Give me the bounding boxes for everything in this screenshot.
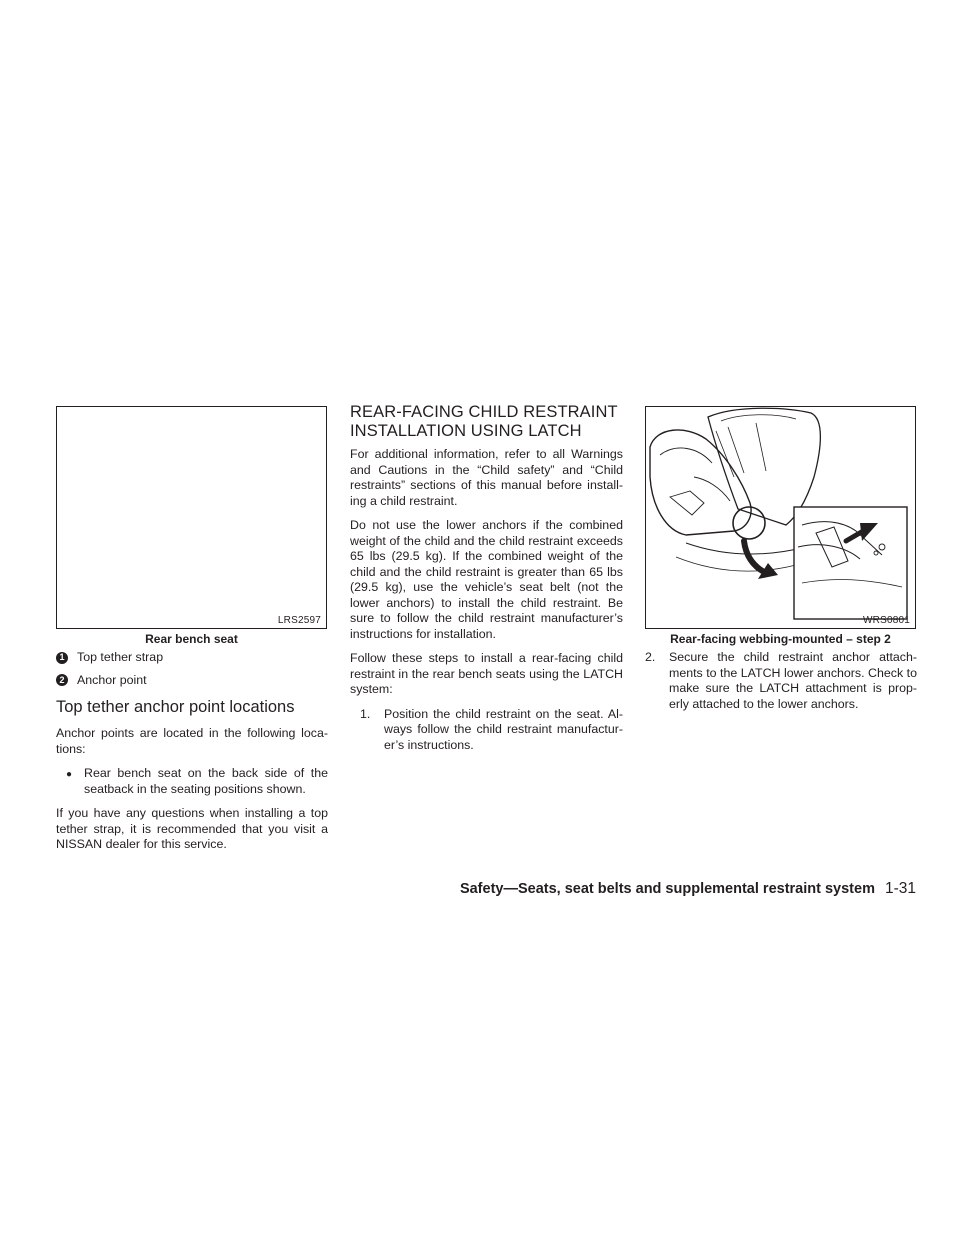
intro-paragraph: Anchor points are located in the following loca-tions: — [56, 726, 328, 756]
middle-column — [350, 403, 623, 762]
chapter-title: Safety—Seats, seat belts and supplemental restraint system — [459, 881, 875, 897]
figure-caption: Rear-facing webbing-mounted – step 2 — [670, 632, 891, 646]
detail-inset-box — [794, 507, 907, 619]
paragraph: Do not use the lower anchors if the combined weight of the child and the child restraint exceeds 65 lbs (29.5 kg). If the combined weight of the child and the child restraint is greater than 65 lbs (29.5 kg), use the vehicle’s seat belt (not the lower anchors) to install the child restraint. Be sure to follow the child restraint manufacturer’s instructions for installation. — [350, 518, 623, 641]
seat-stitch-line — [756, 423, 766, 471]
page-number: 1-31 — [884, 880, 916, 897]
page-footer — [460, 880, 916, 898]
detail-circle — [733, 507, 765, 539]
figure-caption: Rear bench seat — [145, 632, 238, 646]
legend-label: Top tether strap — [77, 650, 164, 664]
step-item — [350, 707, 623, 754]
step-text: Secure the child restraint anchor attach-ments to the LATCH lower anchors. Check to make sure the LATCH attachment is prop-erly attached to the lower anchors. — [669, 650, 917, 711]
section-title: Top tether anchor point locations — [56, 698, 295, 716]
paragraph: For additional information, refer to all Warnings and Cautions in the “Child safety” and “Child restraints” sections of this manual before install-ing a child restraint. — [350, 447, 623, 508]
step-number: 2. — [645, 650, 656, 664]
legend-item — [56, 650, 328, 666]
circled-number-1-icon: 1 — [56, 652, 68, 664]
circled-number-2-icon: 2 — [56, 674, 68, 686]
rear-facing-webbing-figure — [645, 406, 916, 629]
section-heading — [350, 403, 623, 441]
bullet-icon: ● — [66, 769, 73, 780]
heading-line: REAR-FACING CHILD RESTRAINT — [350, 403, 618, 421]
curved-arrow-icon — [744, 541, 766, 573]
child-seat-shell — [650, 430, 751, 535]
left-column — [56, 650, 328, 862]
figure-code: WRS0801 — [863, 615, 910, 626]
bullet-text: Rear bench seat on the back side of the seatback in the seating positions shown. — [84, 766, 328, 796]
right-column — [645, 650, 917, 721]
closing-paragraph: If you have any questions when installing a top tether strap, it is recommended that you visit a NISSAN dealer for this service. — [56, 806, 328, 851]
child-seat-contour — [660, 448, 712, 463]
seat-cushion-line — [676, 557, 796, 571]
legend-label: Anchor point — [77, 672, 147, 687]
harness-line — [694, 477, 730, 501]
child-seat-illustration — [646, 407, 915, 628]
paragraph: Follow these steps to install a rear-facing child restraint in the rear bench seats using the LATCH system: — [350, 651, 623, 696]
seat-stitch-line — [721, 415, 796, 421]
bullet-item — [56, 766, 328, 797]
legend-item — [56, 673, 328, 689]
step-text: Position the child restraint on the seat. Al-ways follow the child restraint manufactur-er’s instructions. — [384, 706, 623, 752]
step-number: 1. — [360, 706, 371, 721]
rear-bench-seat-figure — [56, 406, 327, 629]
buckle-shape — [670, 491, 704, 515]
heading-line: INSTALLATION USING LATCH — [350, 422, 582, 440]
figure-code: LRS2597 — [277, 615, 321, 626]
step-item — [645, 650, 917, 712]
